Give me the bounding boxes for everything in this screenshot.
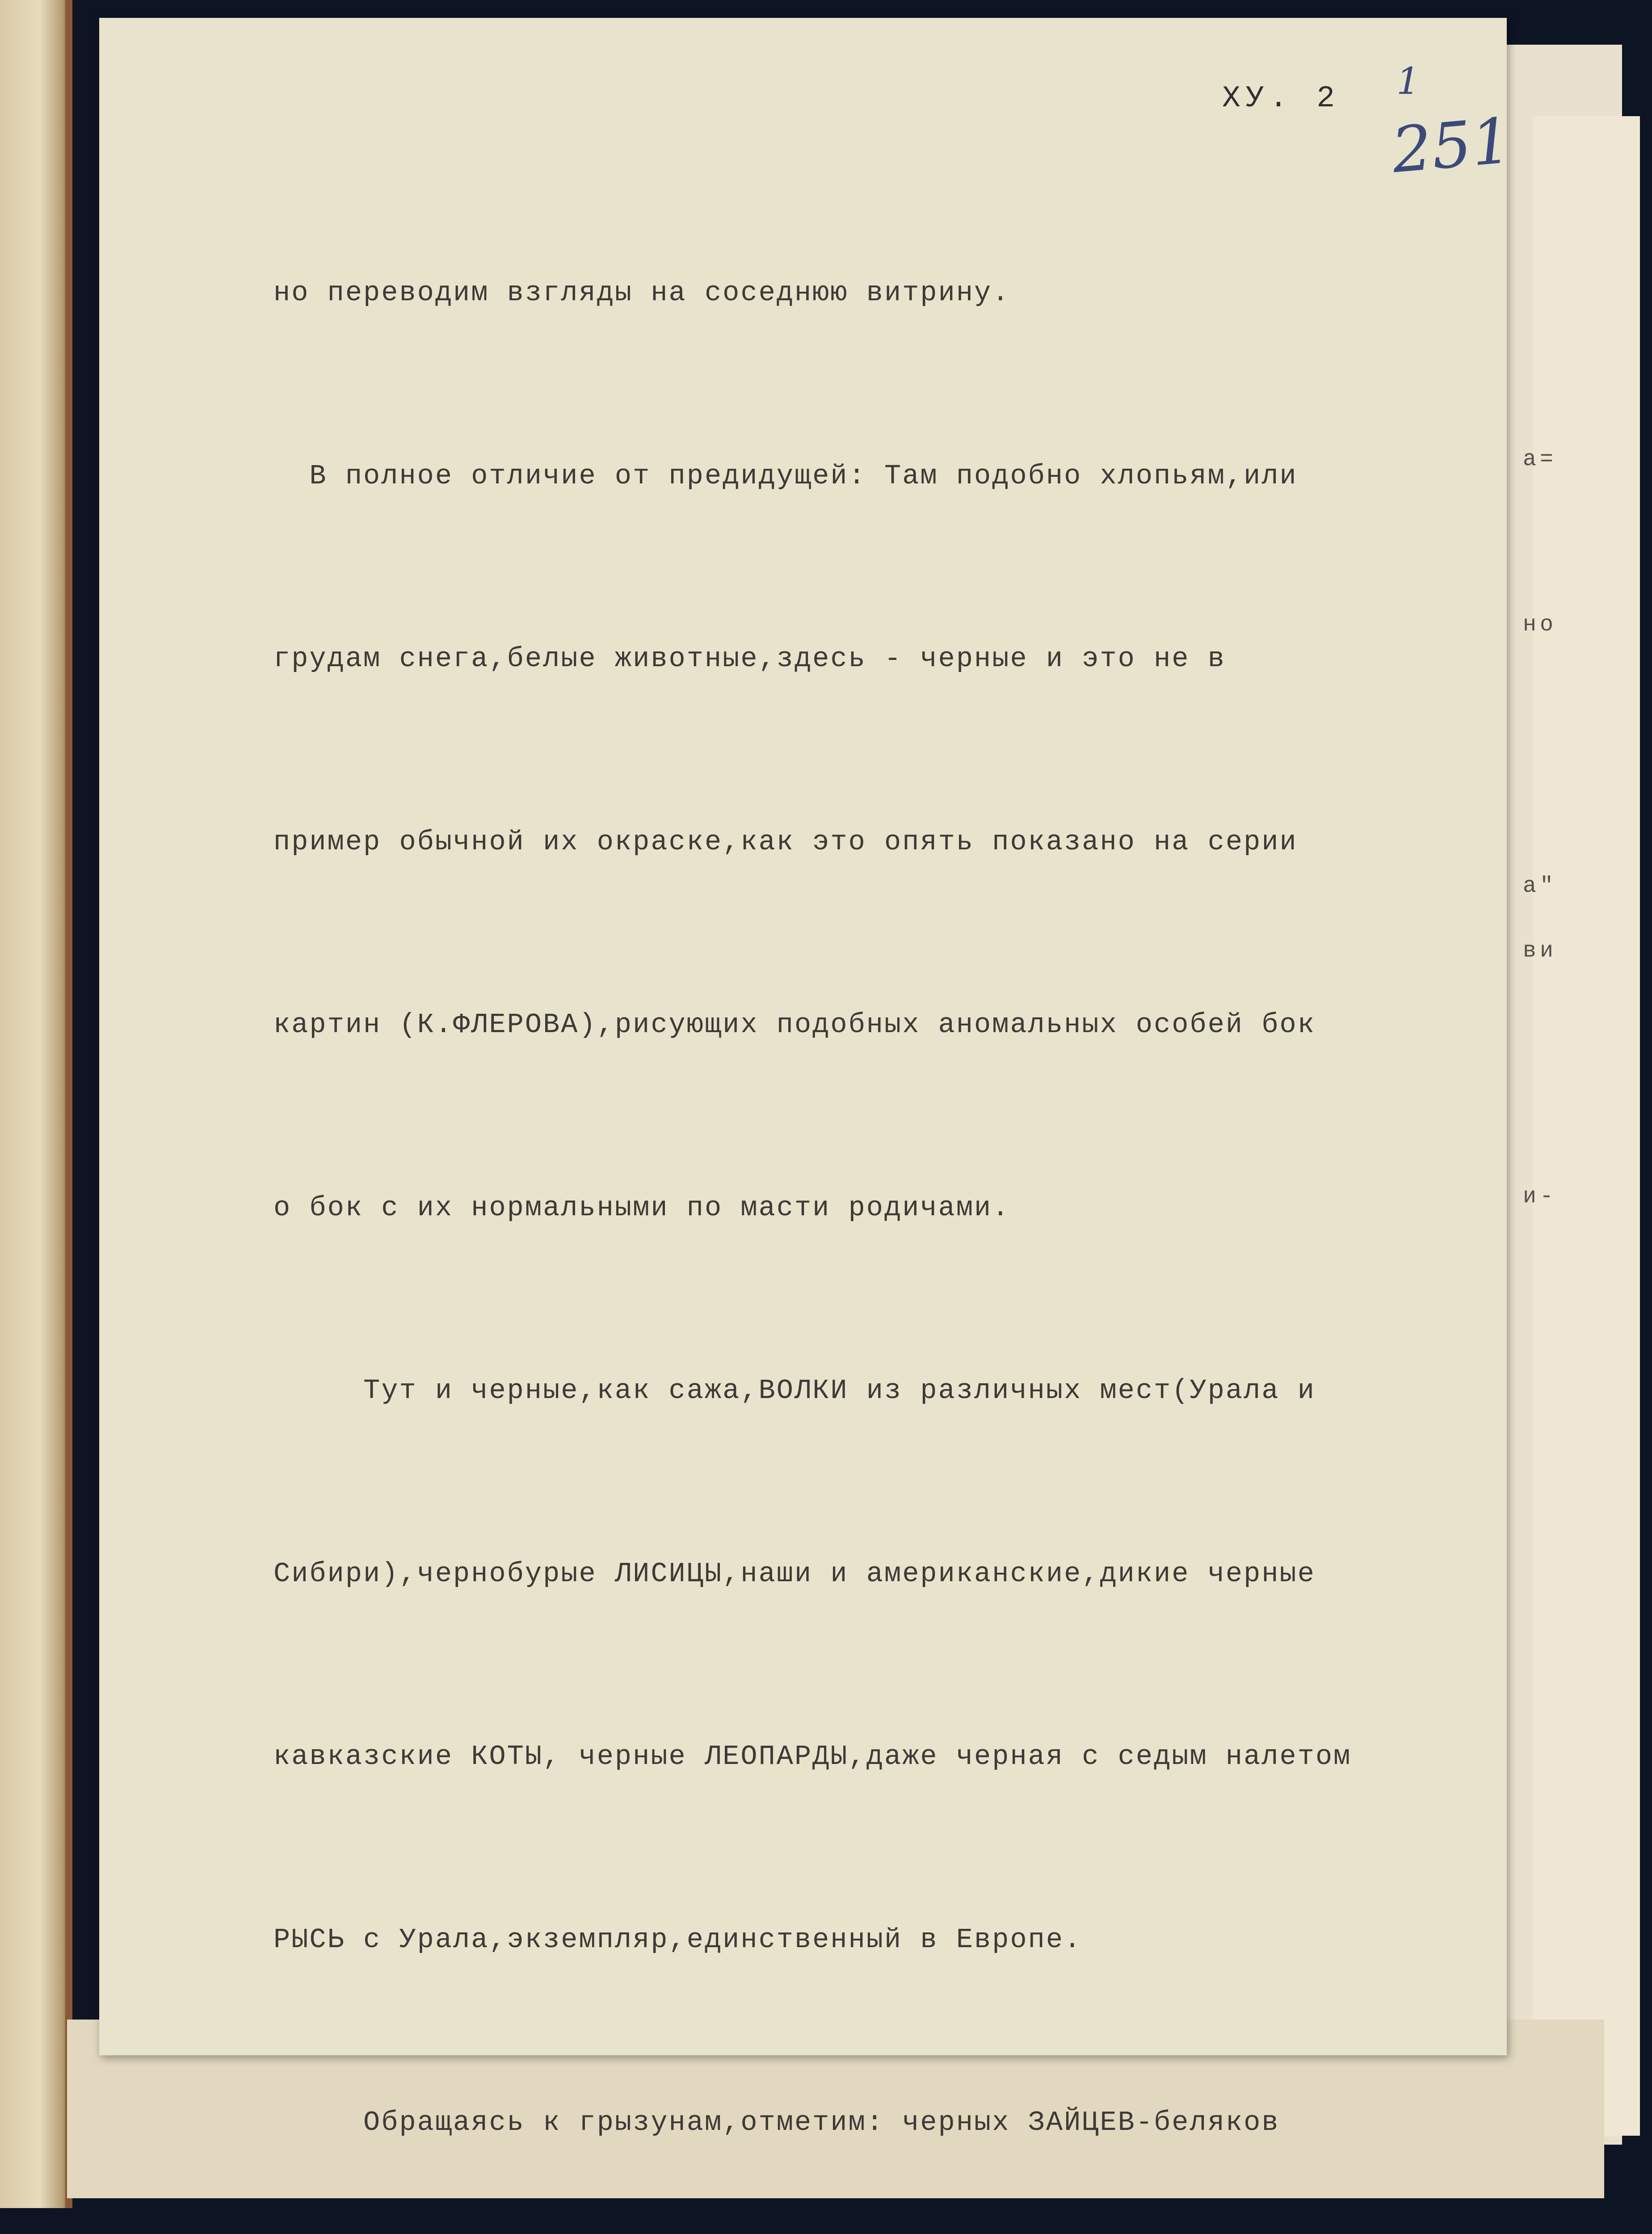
text-line: Тут и черные,как сажа,ВОЛКИ из различных мест(Урала и — [273, 1375, 1316, 1407]
left-page-edge — [65, 0, 72, 2208]
underlying-sheet — [1533, 116, 1640, 2136]
underlying-text-fragment: ви — [1523, 938, 1557, 964]
left-facing-page — [0, 0, 72, 2208]
underlying-text-fragment: а" — [1523, 873, 1557, 899]
underlying-text-fragment: но — [1523, 612, 1557, 638]
text-line: Сибири),чернобурые ЛИСИЦЫ,наши и американские,дикие черные — [273, 1558, 1316, 1590]
archive-mark: 1 — [1396, 60, 1420, 103]
page-number: ХУ. 2 — [1222, 81, 1341, 116]
text-line: но переводим взгляды на соседнюю витрину. — [273, 277, 1010, 309]
underlying-text-fragment: а= — [1523, 447, 1557, 472]
text-line: грудам снега,белые животные,здесь - черные и это не в — [273, 643, 1226, 675]
text-line: картин (К.ФЛЕРОВА),рисующих подобных аномальных особей бок — [273, 1009, 1316, 1041]
document-body — [273, 141, 1507, 2234]
underlying-text-fragment: и- — [1523, 1184, 1557, 1209]
text-line: о бок с их нормальными по масти родичами. — [273, 1192, 1010, 1224]
text-line: В полное отличие от предидущей: Там подобно хлопьям,или — [273, 460, 1298, 492]
text-line: Обращаясь к грызунам,отметим: черных ЗАЙЦЕВ-беляков — [273, 2107, 1280, 2138]
archive-number: 251 — [1389, 104, 1514, 188]
text-line: кавказские КОТЫ, черные ЛЕОПАРДЫ,даже черная с седым налетом — [273, 1741, 1352, 1772]
text-line: РЫСЬ с Урала,экземпляр,единственный в Европе. — [273, 1923, 1082, 1956]
text-line: пример обычной их окраске,как это опять показано на серии — [273, 826, 1298, 858]
